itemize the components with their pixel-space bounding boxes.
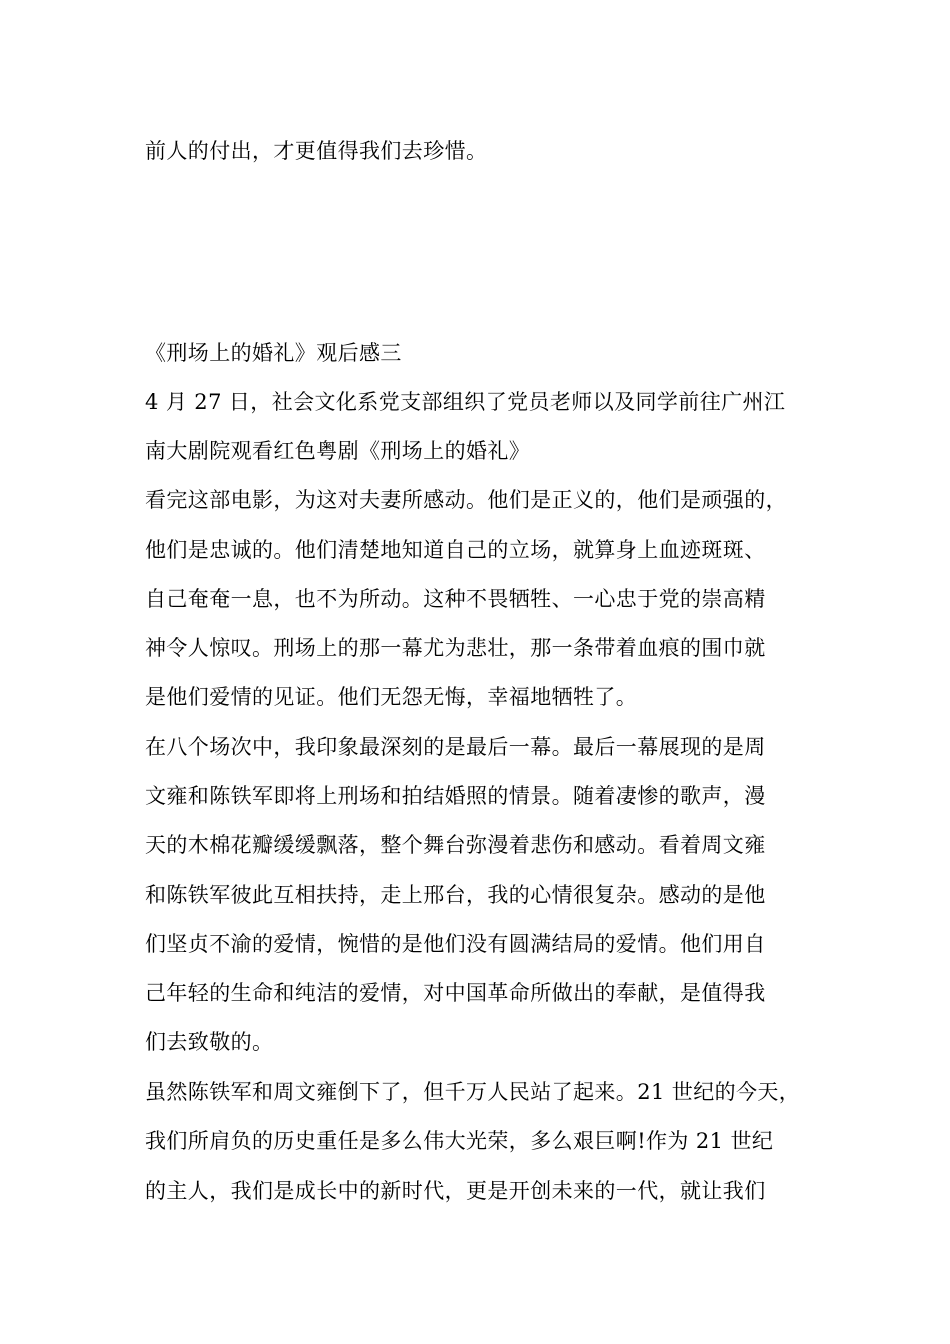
paragraph-line: 的主人，我们是成长中的新时代，更是开创未来的一代，就让我们 bbox=[145, 1179, 766, 1203]
paragraph-line: 文雍和陈铁军即将上刑场和拍结婚照的情景。随着凄惨的歌声，漫 bbox=[145, 784, 766, 808]
paragraph-line: 他们是忠诚的。他们清楚地知道自己的立场，就算身上血迹斑斑、 bbox=[145, 538, 766, 562]
section-title: 《刑场上的婚礼》观后感三 bbox=[145, 341, 402, 365]
carryover-line: 前人的付出，才更值得我们去珍惜。 bbox=[145, 139, 488, 163]
paragraph-line: 们坚贞不渝的爱情，惋惜的是他们没有圆满结局的爱情。他们用自 bbox=[145, 932, 766, 956]
paragraph-line: 在八个场次中，我印象最深刻的是最后一幕。最后一幕展现的是周 bbox=[145, 735, 766, 759]
paragraph-line: 4 月 27 日，社会文化系党支部组织了党员老师以及同学前往广州江 bbox=[145, 390, 786, 414]
paragraph-line: 我们所肩负的历史重任是多么伟大光荣，多么艰巨啊!作为 21 世纪 bbox=[145, 1129, 774, 1153]
paragraph-line: 自己奄奄一息，也不为所动。这种不畏牺牲、一心忠于党的崇高精 bbox=[145, 587, 766, 611]
paragraph-line: 是他们爱情的见证。他们无怨无悔，幸福地牺牲了。 bbox=[145, 685, 638, 709]
paragraph-line: 己年轻的生命和纯洁的爱情，对中国革命所做出的奉献，是值得我 bbox=[145, 981, 766, 1005]
paragraph-line: 和陈铁军彼此互相扶持，走上邢台，我的心情很复杂。感动的是他 bbox=[145, 883, 766, 907]
paragraph-line: 天的木棉花瓣缓缓飘落，整个舞台弥漫着悲伤和感动。看着周文雍 bbox=[145, 833, 766, 857]
paragraph-line: 们去致敬的。 bbox=[145, 1030, 274, 1054]
paragraph-line: 看完这部电影，为这对夫妻所感动。他们是正义的，他们是顽强的， bbox=[145, 488, 787, 512]
paragraph-line: 神令人惊叹。刑场上的那一幕尤为悲壮，那一条带着血痕的围巾就 bbox=[145, 636, 766, 660]
paragraph-line: 南大剧院观看红色粤剧《刑场上的婚礼》 bbox=[145, 439, 531, 463]
paragraph-line: 虽然陈铁军和周文雍倒下了，但千万人民站了起来。21 世纪的今天， bbox=[145, 1080, 801, 1104]
